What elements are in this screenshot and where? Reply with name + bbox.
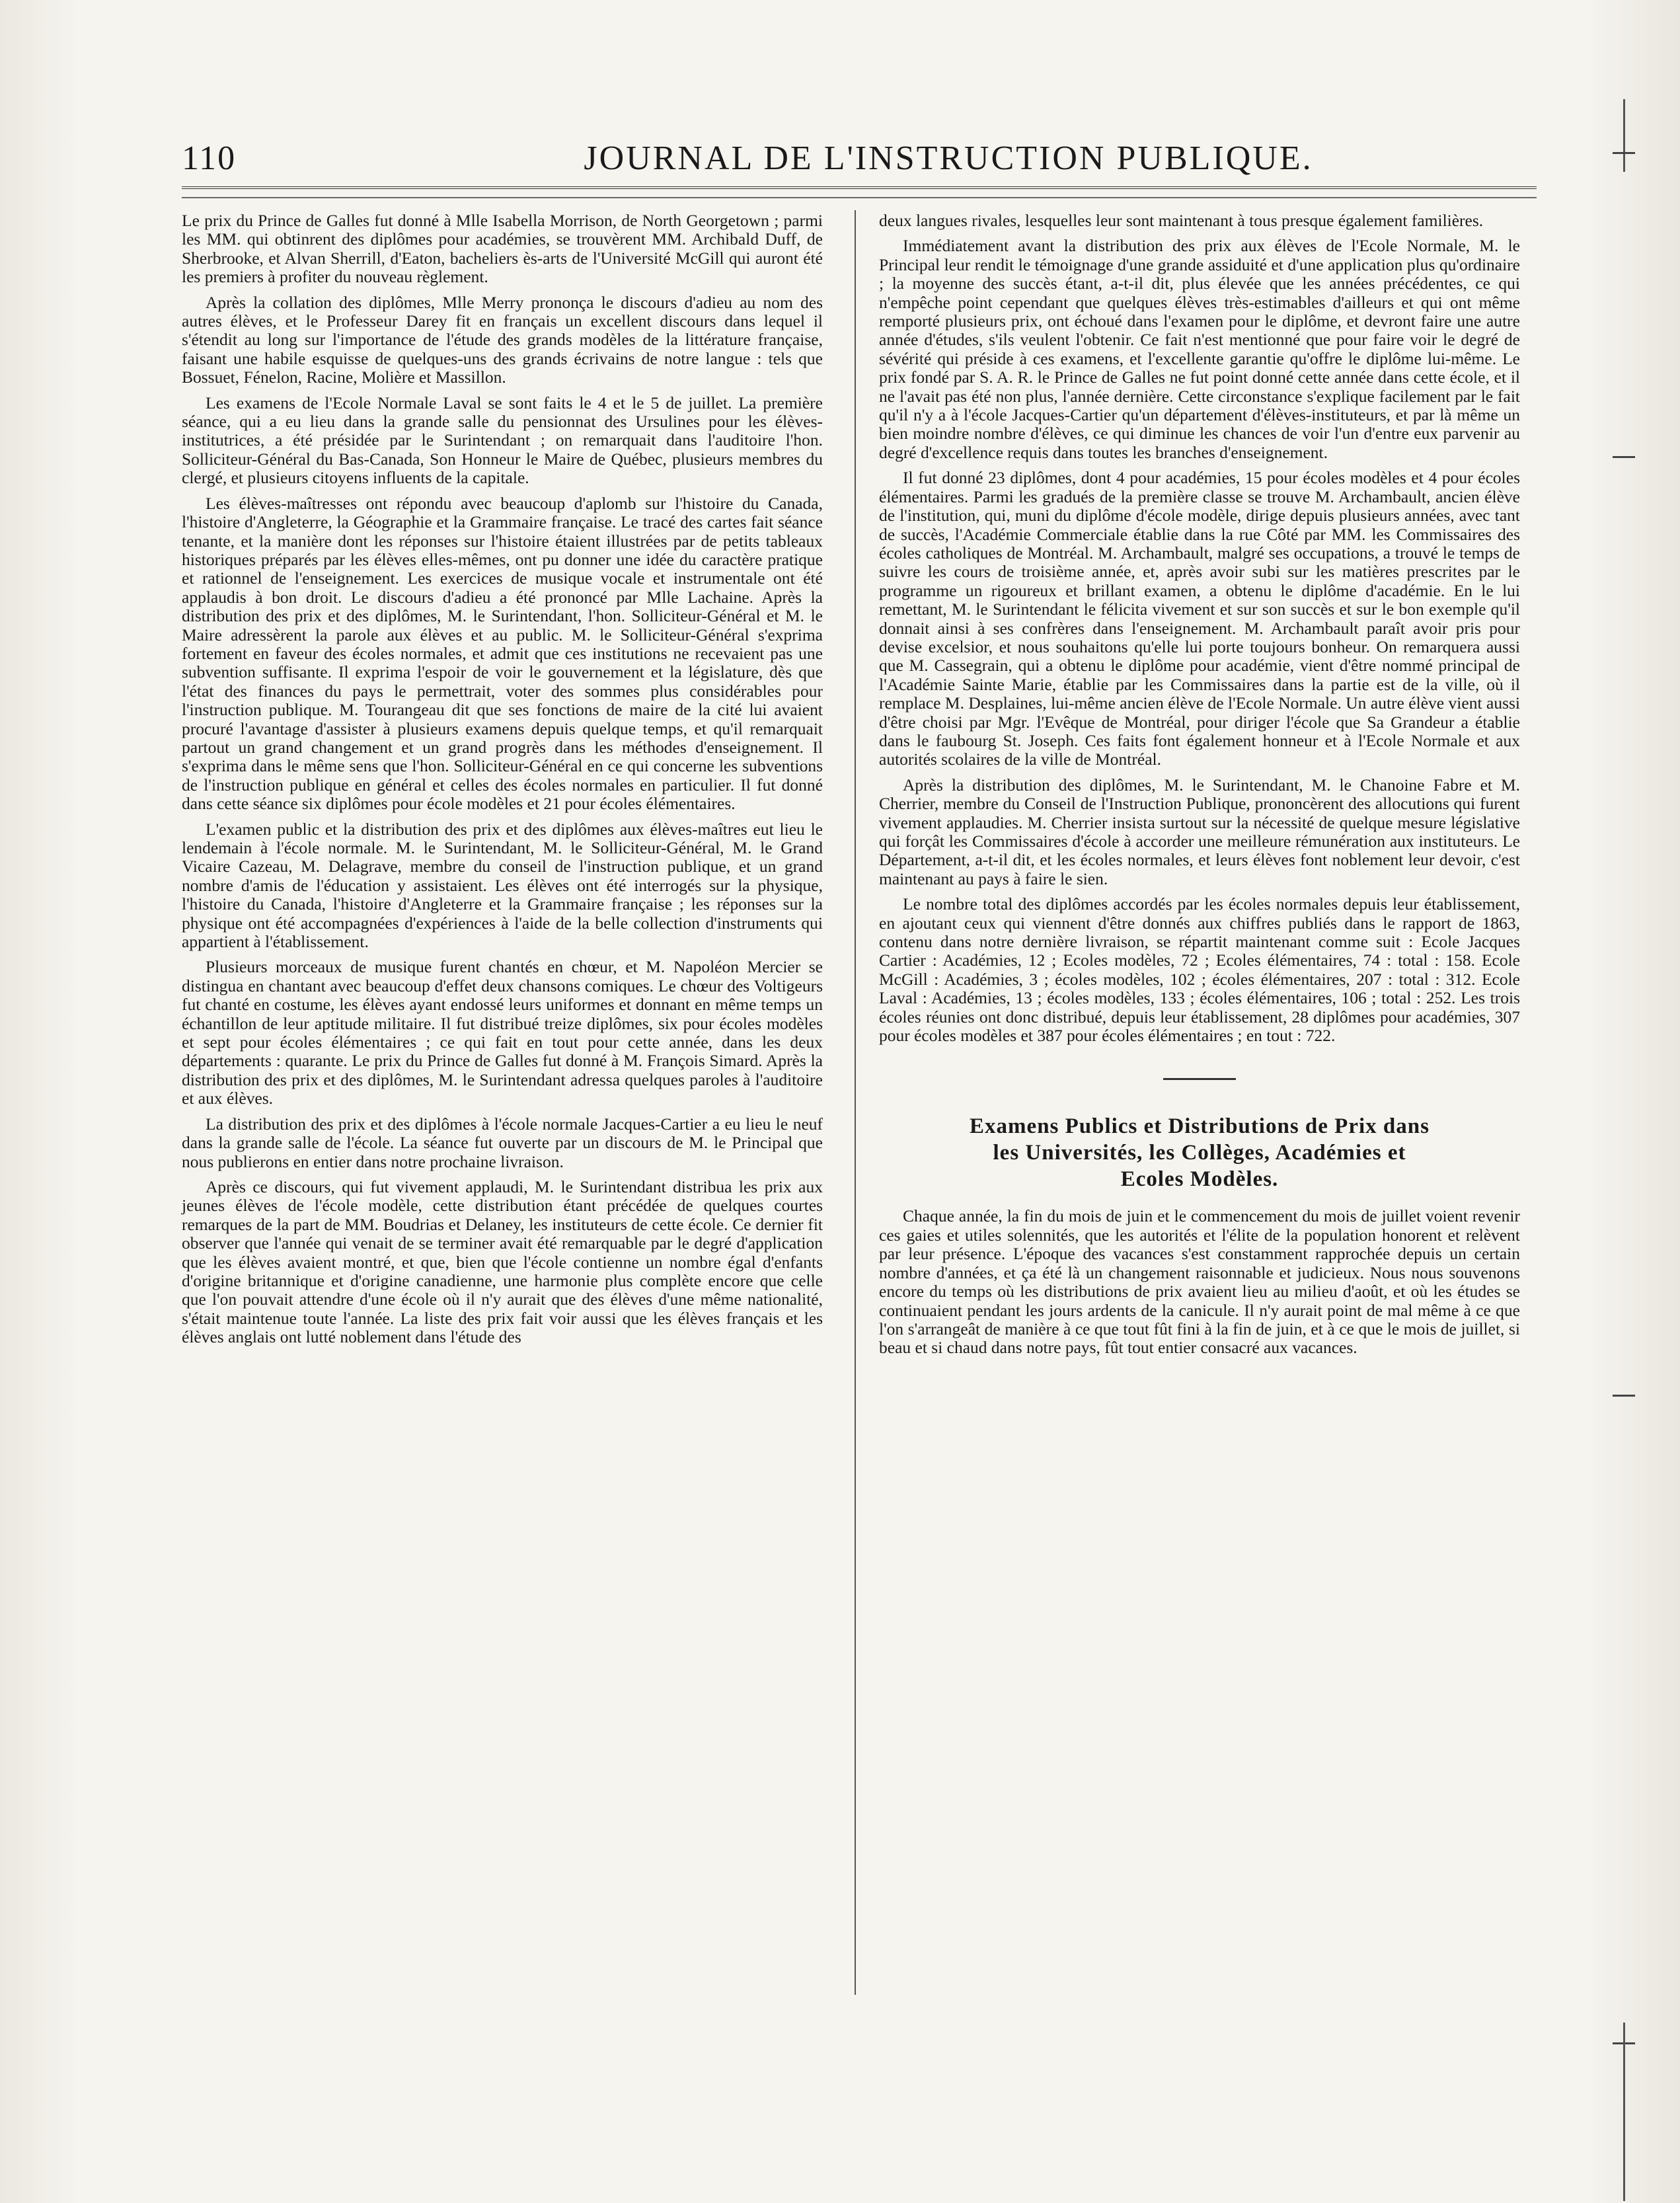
journal-title: JOURNAL DE L'INSTRUCTION PUBLIQUE. — [584, 139, 1313, 177]
paragraph: La distribution des prix et des diplômes à l'école normale Jacques-Cartier a eu lieu le neuf dans la grande salle de l'école. La séance fut ouverte par un discours de M. le Principal que nous publierons en entier dans notre prochaine livraison. — [182, 1114, 823, 1171]
column-divider — [855, 210, 856, 1995]
margin-tick — [1613, 456, 1635, 458]
section-heading-line: Ecoles Modèles. — [1120, 1167, 1279, 1192]
margin-mark — [1623, 2023, 1625, 2201]
margin-mark — [1623, 99, 1625, 172]
paragraph: Après ce discours, qui fut vivement applaudi, M. le Surintendant distribua les prix aux jeunes élèves de l'école modèle, cette distribution étant précédée de quelques courtes remarques de la part de MM. Boudrias et Delaney, les instituteurs de cette école. Ce dernier fit observer que l'année qui venait de se terminer avait été remarquable par le degré d'application que les élèves avaient montré, et que, bien que l'école contienne un nombre égal d'enfants d'origine britannique et d'origine canadienne, une harmonie plus complète encore que celle que l'on pouvait attendre d'une école où il n'y aurait que des élèves d'une même nationalité, s'était maintenue toute l'année. La liste des prix fait voir aussi que les élèves français et les élèves anglais ont lutté noblement dans l'étude des — [182, 1177, 823, 1347]
paragraph: deux langues rivales, lesquelles leur sont maintenant à tous presque également familières. — [879, 211, 1484, 230]
section-heading — [879, 1113, 1520, 1192]
header-rule — [182, 186, 1537, 198]
paragraph: Plusieurs morceaux de musique furent chantés en chœur, et M. Napoléon Mercier se distingua en chantant avec beaucoup d'effet deux chansons comiques. Le chœur des Voltigeurs fut chanté en costume, les élèves ayant endossé leurs uniformes et donnant en même temps un échantillon de leur aptitude militaire. Il fut distribué treize diplômes, six pour écoles modèles et sept pour écoles élémentaires ; ce qui fait en tout pour cette année, dans les deux départements : quarante. Le prix du Prince de Galles fut donné à M. François Simard. Après la distribution des prix et des diplômes, M. le Surintendant adressa quelques paroles à l'auditoire et aux élèves. — [182, 957, 823, 1108]
paragraph: Après la distribution des diplômes, M. le Surintendant, M. le Chanoine Fabre et M. Cherrier, membre du Conseil de l'Instruction Publique, prononcèrent des allocutions qui furent vivement applaudies. M. Cherrier insista surtout sur la nécessité de quelque mesure législative qui forçât les Commissaires d'école à accorder une meilleure rémunération aux instituteurs. Le Département, a-t-il dit, et les écoles normales, et leurs élèves font noblement leur devoir, c'est maintenant au pays à faire le sien. — [879, 775, 1520, 888]
paragraph: Le prix du Prince de Galles fut donné à Mlle Isabella Morrison, de North Georgetown ; parmi les MM. qui obtinrent des diplômes pour académies, se trouvèrent MM. Archibald Duff, de Sherbrooke, et Alvan Sherrill, d'Eaton, bacheliers ès-arts de l'Université McGill qui auront été les premiers à profiter du nouveau règlement. — [182, 211, 823, 287]
paragraph: Les examens de l'Ecole Normale Laval se sont faits le 4 et le 5 de juillet. La première séance, qui a eu lieu dans la grande salle du pensionnat des Ursulines pour les élèves-institutrices, a été présidée par le Surintendant ; on remarquait dans l'auditoire l'hon. Solliciteur-Général du Bas-Canada, Son Honneur le Maire de Québec, plusieurs membres du clergé, et plusieurs citoyens influents de la capitale. — [182, 393, 823, 488]
paragraph: Chaque année, la fin du mois de juin et le commencement du mois de juillet voient revenir ces gaies et utiles solennités, que les autorités et l'élite de la population honorent et relèvent par leur présence. L'époque des vacances s'est constamment rapprochée depuis un certain nombre d'années, et ça été là un changement raisonnable et judicieux. Nous nous souvenons encore du temps où les distributions de prix avaient lieu au milieu d'août, et où les études se continuaient pendant les jours ardents de la canicule. Il n'y aurait point de mal même à ce que l'on s'arrangeât de manière à ce que tout fût fini à la fin de juin, et à ce que le mois de juillet, si beau et si chaud dans notre pays, fût tout entier consacré aux vacances. — [879, 1206, 1520, 1358]
page-header — [182, 132, 1537, 185]
page-number: 110 — [182, 139, 237, 177]
paragraph: Les élèves-maîtresses ont répondu avec beaucoup d'aplomb sur l'histoire du Canada, l'histoire d'Angleterre, la Géographie et la Grammaire française. Le tracé des cartes fait séance tenante, et la manière dont les réponses sur l'histoire étaient illustrées par de petits tableaux historiques préparés par les élèves elles-mêmes, ont pu donner une idée du caractère pratique et rationnel de l'enseignement. Les exercices de musique vocale et instrumentale ont été applaudis à bon droit. Le discours d'adieu a été prononcé par Mlle Lachaine. Après la distribution des prix et des diplômes, M. le Surintendant, l'hon. Solliciteur-Général et M. le Maire adressèrent la parole aux élèves et au public. M. le Solliciteur-Général s'exprima fortement en faveur des écoles normales, et admit que ces institutions ne recevaient pas une subvention suffisante. Il exprima l'espoir de voir le gouvernement et la législature, dès que l'état des finances du pays le permettrait, voter des sommes plus considérables pour l'instruction publique. M. Tourangeau dit que ses fonctions de maire de la cité lui avaient procuré l'avantage d'assister à plusieurs examens depuis quelque temps, et qu'il remarquait partout un grand changement et un grand progrès dans les méthodes d'enseignement. Il s'exprima dans le même sens que l'hon. Solliciteur-Général en ce qui concerne les subventions de l'instruction publique en général et celles des écoles normales en particulier. Il fut donné dans cette séance six diplômes pour école modèles et 21 pour écoles élémentaires. — [182, 493, 823, 814]
paragraph: L'examen public et la distribution des prix et des diplômes aux élèves-maîtres eut lieu le lendemain à l'école normale. M. le Surintendant, M. le Solliciteur-Général, M. le Grand Vicaire Cazeau, M. Delagrave, membre du conseil de l'instruction publique, et un grand nombre d'amis de l'éducation y assistaient. Les élèves ont été interrogés sur la physique, l'histoire du Canada, l'histoire d'Angleterre et la Grammaire française ; les réponses sur la physique ont été accompagnées d'expériences à l'aide de la belle collection d'instruments qui appartient à l'établissement. — [182, 819, 823, 952]
margin-tick — [1613, 152, 1635, 154]
section-separator — [1163, 1078, 1236, 1080]
paragraph: Le nombre total des diplômes accordés par les écoles normales depuis leur établissement, en ajoutant ceux qui viennent d'être donnés aux chiffres publiés dans le rapport de 1863, contenu dans notre dernière livraison, se répartit maintenant comme suit : Ecole Jacques Cartier : Académies, 12 ; Ecoles modèles, 72 ; Ecoles élémentaires, 74 : total : 158. Ecole McGill : Académies, 3 ; écoles modèles, 102 ; écoles élémentaires, 207 : total : 312. Ecole Laval : Académies, 13 ; écoles modèles, 133 ; écoles élémentaires, 106 ; total : 252. Les trois écoles réunies ont donc distribué, depuis leur établissement, 28 diplômes pour académies, 307 pour écoles modèles et 387 pour écoles élémentaires ; en tout : 722. — [879, 894, 1520, 1046]
section-heading-line: Examens Publics et Distributions de Prix dans — [970, 1114, 1430, 1139]
paragraph: Il fut donné 23 diplômes, dont 4 pour académies, 15 pour écoles modèles et 4 pour écoles élémentaires. Parmi les gradués de la première classe se trouve M. Archambault, ancien élève de l'institution, qui, muni du diplôme d'école modèle, dirige depuis plusieurs années, avec tant de succès, l'Académie Commerciale établie dans la rue Côté par MM. les Commissaires des écoles catholiques de Montréal. M. Archambault, malgré ses occupations, a trouvé le temps de suivre les cours de troisième année, et, après avoir subi sur les matières prescrites par le programme un rigoureux et brillant examen, a obtenu le diplôme d'académie. En le lui remettant, M. le Surintendant le félicita vivement et sur son succès et sur le bon exemple qu'il donnait ainsi à ses confrères dans l'enseignement. M. Archambault paraît avoir pris pour devise excelsior, et nous souhaitons qu'elle lui porte toujours bonheur. On remarquera aussi que M. Cassegrain, qui a obtenu le diplôme pour académie, vient d'être nommé principal de l'Académie Sainte Marie, établie par les Commissaires dans la partie est de la ville, où il remplace M. Desplaines, lui-même ancien élève de l'Ecole Normale. Un autre élève vient aussi d'être choisi par Mgr. l'Evêque de Montréal, pour diriger l'école que Sa Grandeur a établie dans le faubourg St. Joseph. Ces faits font également honneur et à l'Ecole Normale et aux autorités scolaires de la ville de Montréal. — [879, 468, 1520, 769]
margin-tick — [1613, 1395, 1635, 1397]
left-column — [182, 212, 823, 1354]
paragraph: Après la collation des diplômes, Mlle Merry prononça le discours d'adieu au nom des autres élèves, et le Professeur Darey fit en français un excellent discours dans lequel il s'étendit au long sur l'importance de l'étude des grands modèles de la littérature française, faisant une habile esquisse de quelques-uns des grands écrivains de notre langue : tels que Bossuet, Fénelon, Racine, Molière et Massillon. — [182, 292, 823, 387]
paragraph: Immédiatement avant la distribution des prix aux élèves de l'Ecole Normale, M. le Principal leur rendit le témoignage d'une grande assiduité et d'une application plus qu'ordinaire ; la moyenne des succès étant, a-t-il dit, plus élevée que les années précédentes, ce qui n'empêche point cependant que quelques élèves très-estimables d'ailleurs et qui ont même remporté plusieurs prix, ont échoué dans l'examen pour le diplôme, et devront faire une autre année d'études, s'ils veulent l'obtenir. Ce fait n'est mentionné que pour faire voir le degré de sévérité qui préside à ces examens, et l'excellente garantie qu'offre le diplôme lui-même. Le prix fondé par S. A. R. le Prince de Galles ne fut point donné cette année dans cette école, et il ne l'avait pas été non plus, l'année dernière. Cette circonstance s'explique facilement par le fait qu'il n'y a à l'école Jacques-Cartier qu'un département d'élèves-instituteurs, et par là même un bien moindre nombre d'élèves, ce qui diminue les chances de voir l'un d'entre eux parvenir au degré d'excellence requis dans toutes les branches d'enseignement. — [879, 236, 1520, 462]
right-column — [879, 212, 1520, 1364]
section-heading-line: les Universités, les Collèges, Académies et — [993, 1141, 1406, 1165]
